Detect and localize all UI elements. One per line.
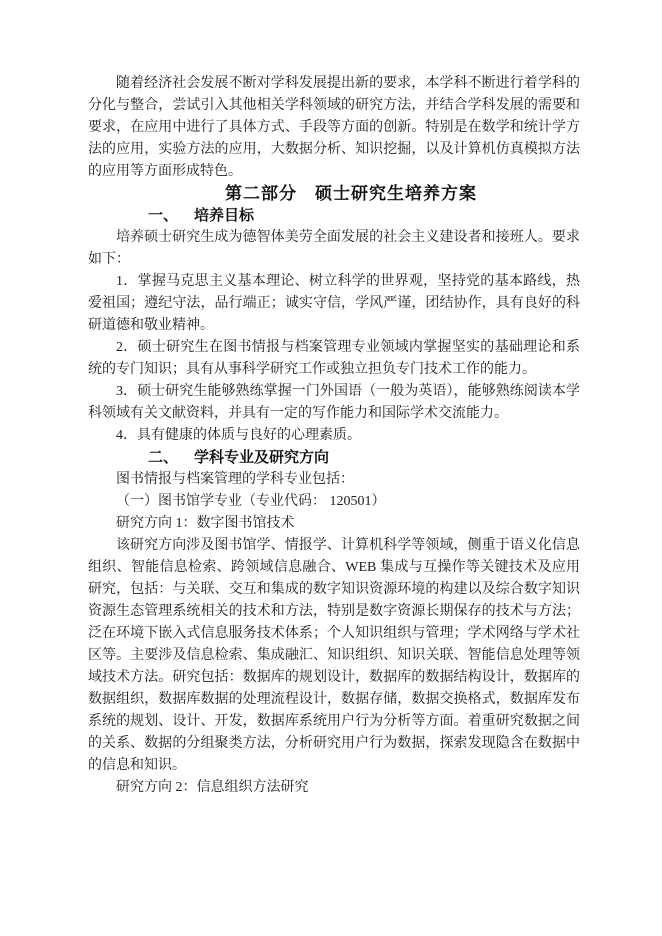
goal-lead-paragraph: 培养硕士研究生成为德智体美劳全面发展的社会主义建设者和接班人。要求如下： xyxy=(88,230,580,267)
goal-item-3: 3．硕士研究生能够熟练掌握一门外国语（一般为英语），能够熟练阅读本学科领域有关文献资料，并具有一定的写作能力和国际学术交流能力。 xyxy=(88,384,580,421)
section-1-title: 培养目标 xyxy=(194,207,255,224)
intro-paragraph: 随着经济社会发展不断对学科发展提出新的要求，本学科不断进行着学科的分化与整合，尝试引入其他相关学科领域的研究方法，并结合学科发展的需要和要求，在应用中进行了具体方式、手段等方面的创新。特别是在数学和统计学方法的应用，实验方法的应用，大数据分析、知识挖掘，以及计算机仿真模拟方法的应用等方面形成特色。 xyxy=(88,76,580,179)
research-direction-2-title: 研究方向 2：信息组织方法研究 xyxy=(116,780,309,795)
goal-item-4: 4．具有健康的体质与良好的心理素质。 xyxy=(116,428,361,443)
section-1-number: 一、 xyxy=(148,207,179,224)
goal-item-2: 2．硕士研究生在图书情报与档案管理专业领域内掌握坚实的基础理论和系统的专门知识；具有从事科学研究工作或独立担负专门技术工作的能力。 xyxy=(88,340,580,377)
research-direction-1-title: 研究方向 1：数字图书馆技术 xyxy=(116,516,295,531)
section-2-number: 二、 xyxy=(148,449,179,466)
major-line: （一）图书馆学专业（专业代码： 120501） xyxy=(116,494,386,509)
section-heading-1 xyxy=(88,205,580,227)
research-direction-1-description: 该研究方向涉及图书馆学、情报学、计算机科学等领域，侧重于语义化信息组织、智能信息检索、跨领域信息融合、WEB 集成与互操作等关键技术及应用研究，包括：与关联、交互和集成的数字知识资源环境的构建以及综合数字知识资源生态管理系统相关的技术和方法，特别是数字资源长期保存的技术与方法；泛在环境下嵌入式信息服务技术体系；个人知识组织与管理；学术网络与学术社区等。主要涉及信息检索、集成融汇、知识组织、知识关联、智能信息处理等领域技术方法。研究包括：数据库的规划设计，数据库的数据结构设计，数据库的数据组织，数据库数据的处理流程设计，数据存储，数据交换格式，数据库发布系统的规划、设计、开发，数据库系统用户行为分析等方面。着重研究数据之间的关系、数据的分组聚类方法，分析研究用户行为数据，探索发现隐含在数据中的信息和知识。 xyxy=(88,538,580,773)
section-heading-2 xyxy=(88,447,580,469)
goal-item-1: 1．掌握马克思主义基本理论、树立科学的世界观，坚持党的基本路线，热爱祖国；遵纪守法，品行端正；诚实守信，学风严谨，团结协作，具有良好的科研道德和敬业精神。 xyxy=(88,274,580,333)
document-content xyxy=(88,73,580,799)
discipline-lead-paragraph: 图书情报与档案管理的学科专业包括： xyxy=(116,472,354,487)
part-title: 第二部分 硕士研究生培养方案 xyxy=(225,184,477,203)
section-2-title: 学科专业及研究方向 xyxy=(194,449,330,466)
